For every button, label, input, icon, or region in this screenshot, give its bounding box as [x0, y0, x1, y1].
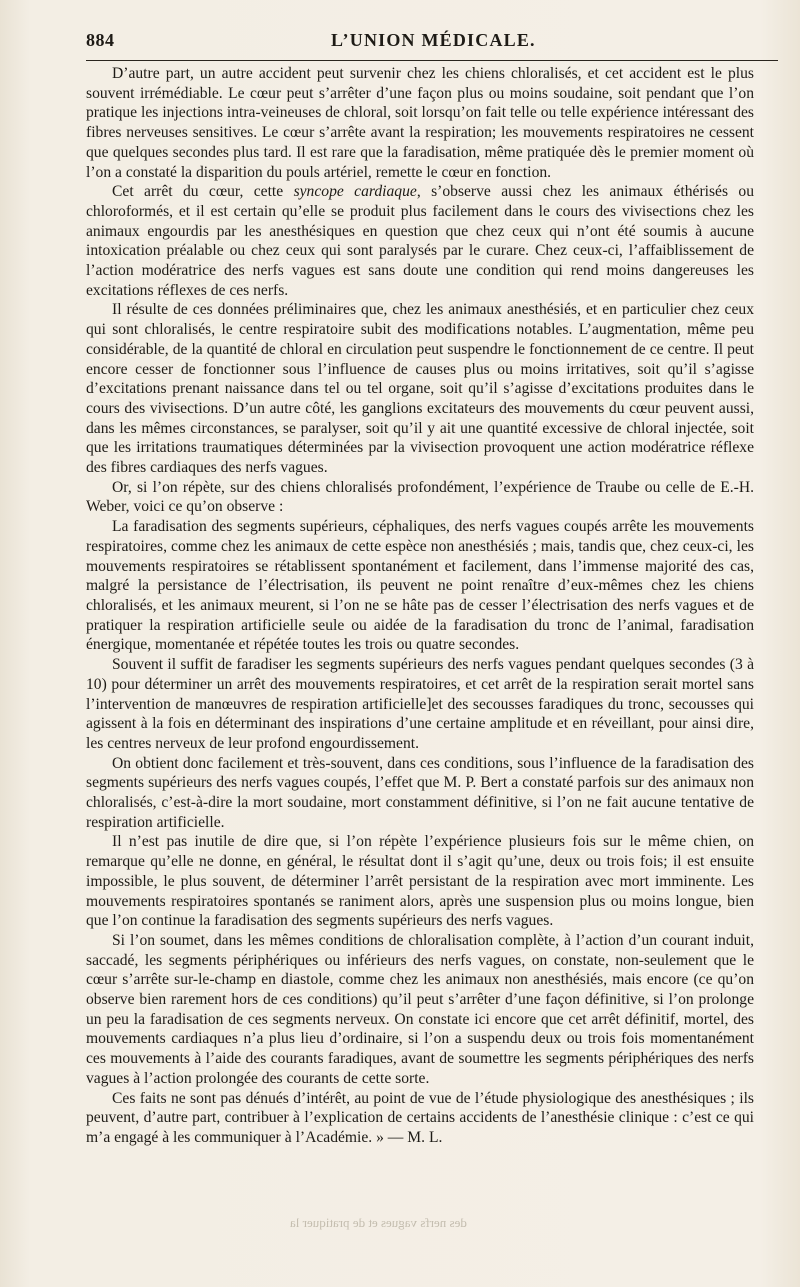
paragraph — [86, 182, 754, 300]
paragraph: Il n’est pas inutile de dire que, si l’on répète l’expérience plusieurs fois sur le même chien, on remarque qu’elle ne donne, en général, le résultat dont il s’agit qu’une, deux ou trois fois; il est ensuite impossible, le plus souvent, de déterminer l’arrêt persistant de la respiration avec mort imminente. Les mouvements respiratoires spontanés se raniment alors, après une suspension plus ou moins longue, bien que l’on continue la faradisation des segments supérieurs des nerfs vagues. — [86, 833, 754, 930]
paragraph: Or, si l’on répète, sur des chiens chloralisés profondément, l’expérience de Traube ou celle de E.-H. Weber, voici ce qu’on observe : — [86, 478, 754, 516]
paragraph: Il résulte de ces données préliminaires que, chez les animaux anesthésiés, et en particulier chez ceux qui sont chloralisés, le centre respiratoire subit des modifications notables. L’augmentation, même peu considérable, de la quantité de chloral en circulation peut suspendre le fonctionnement de ce centre. Il peut encore cesser de fonctionner sous l’influence de causes plus ou moins irritatives, soit qu’il s’agisse d’excitations prenant naissance dans tel ou tel organe, soit qu’il s’agisse d’excitations produites dans le cours des vivisections. D’un autre côté, les ganglions excitateurs des mouvements du cœur peuvent aussi, dans les mêmes circonstances, se paralyser, soit qu’il y ait une quantité excessive de chloral injectée, soit que les irritations traumatiques déterminées par la vivisection provoquent une action modératrice réflexe des fibres cardiaques des nerfs vagues. — [86, 301, 754, 477]
bleed-through-text: des nerfs vagues et de pratiquer la — [290, 1215, 467, 1230]
header-rule — [86, 60, 778, 61]
article-body — [86, 64, 754, 1148]
emphasis-term: syncope cardiaque — [293, 183, 417, 201]
running-title: L’UNION MÉDICALE. — [331, 30, 536, 50]
paragraph: Souvent il suffit de faradiser les segments supérieurs des nerfs vagues pendant quelques secondes (3 à 10) pour déterminer un arrêt des mouvements respiratoires, et cet arrêt de la respiration serait mortel sans l’intervention de manœuvres de respiration artificielle]et des secousses faradiques du tronc, secousses qui agissent à la fois en déterminant des inspirations d’une certaine amplitude et en réveillant, pour ainsi dire, les centres nerveux de leur profond engourdissement. — [86, 656, 754, 752]
paragraph: La faradisation des segments supérieurs, céphaliques, des nerfs vagues coupés arrête les mouvements respiratoires, comme chez les animaux de cette espèce non anesthésiés ; mais, tandis que, chez ceux-ci, les mouvements respiratoires se rétablissent spontanément et facilement, dans l’immense majorité des cas, malgré la persistance de l’électrisation, ils peuvent ne point renaître d’eux-mêmes chez les chiens chloralisés, et les animaux meurent, si l’on ne se hâte pas de cesser l’électrisation des nerfs vagues et de pratiquer la respiration artificielle seule ou aidée de la faradisation du tronc de l’animal, faradisation énergique, momentanée et répétée toutes les trois ou quatre secondes. — [86, 518, 754, 654]
page-header — [86, 26, 772, 56]
page-number: 884 — [86, 30, 115, 50]
paragraph-text: , s’observe aussi chez les animaux éthérisés ou chloroformés, et il est certain qu’elle se produit plus facilement dans le cours des vivisections chez les animaux engourdis par les anesthésiques en question que chez ceux qui n’ont été soumis à aucune intoxication préalable ou chez ceux qui sont paralysés par le curare. Chez ceux-ci, l’affaiblissement de l’action modératrice des nerfs vagues est sans doute une condition qui rend moins dangereuses les excitations réflexes de ces nerfs. — [86, 183, 754, 299]
paragraph: Ces faits ne sont pas dénués d’intérêt, au point de vue de l’étude physiologique des anesthésiques ; ils peuvent, d’autre part, contribuer à l’explication de certains accidents de l’anesthésie clinique : c’est ce qui m’a engagé à les communiquer à l’Académie. » — M. L. — [86, 1089, 754, 1146]
paragraph: D’autre part, un autre accident peut survenir chez les chiens chloralisés, et cet accident est le plus souvent irrémédiable. Le cœur peut s’arrêter d’une façon plus ou moins soudaine, soit pendant que l’on pratique les injections intra-veineuses de chloral, soit lorsqu’on fait telle ou telle expérience intéressant des fibres nerveuses sensitives. Le cœur s’arrête avant la respiration; les mouvements respiratoires ne cessent que quelques secondes plus tard. Il est rare que la faradisation, même pratiquée dès le premier moment où l’on a constaté la disparition du pouls artériel, remette le cœur en fonction. — [86, 65, 754, 181]
paragraph: On obtient donc facilement et très-souvent, dans ces conditions, sous l’influence de la faradisation des segments supérieurs des nerfs vagues coupés, l’effet que M. P. Bert a constaté parfois sur des animaux non chloralisés, c’est-à-dire la mort soudaine, mort constamment définitive, si l’on ne fait aucune tentative de respiration artificielle. — [86, 754, 754, 831]
paragraph: Si l’on soumet, dans les mêmes conditions de chloralisation complète, à l’action d’un courant induit, saccadé, les segments périphériques ou inférieurs des nerfs vagues, on constate, non-seulement que le cœur s’arrête sur-le-champ en diastole, comme chez les animaux non anesthésiés, mais encore (ce qu’on observe bien rarement hors de ces conditions) qu’il peut s’arrêter d’une façon définitive, si l’on prolonge un peu la faradisation de ces segments nerveux. On constate ici encore que cet arrêt définitif, mortel, des mouvements cardiaques n’a plus lieu d’ordinaire, si l’on a suspendu deux ou trois fois momentanément ces mouvements à l’aide des courants faradiques, avant de soumettre les segments périphériques des nerfs vagues à l’action prolongée des courants de cette sorte. — [86, 931, 754, 1087]
paragraph-text: Cet arrêt du cœur, cette — [112, 183, 294, 201]
